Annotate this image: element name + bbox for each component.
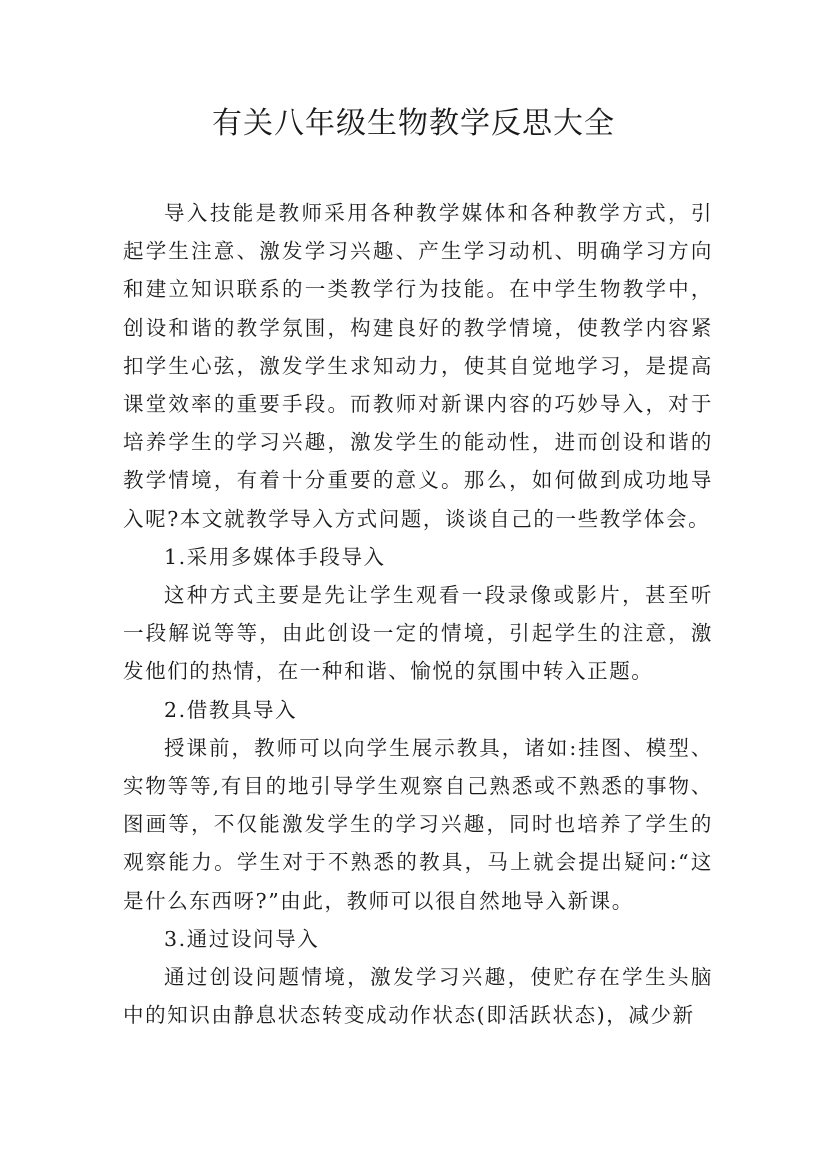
document-title: 有关八年级生物教学反思大全 [212, 106, 615, 141]
section-heading-1: 1.采用多媒体手段导入 [164, 544, 386, 569]
section-paragraph-1: 这种方式主要是先让学生观看一段录像或影片，甚至听一段解说等等，由此创设一定的情境，引起学生的注意，激发他们的热情，在一种和谐、愉悦的氛围中转入正题。 [123, 583, 713, 684]
document-body [123, 194, 713, 1034]
section-paragraph-3: 通过创设问题情境，激发学习兴趣，使贮存在学生头脑中的知识由静息状态转变成动作状态(即活跃状态)，减少新 [123, 965, 713, 1028]
section-heading-3: 3.通过设问导入 [164, 926, 320, 951]
section-heading-2: 2.借教具导入 [164, 697, 298, 722]
intro-paragraph: 导入技能是教师采用各种教学媒体和各种教学方式，引起学生注意、激发学习兴趣、产生学习动机、明确学习方向和建立知识联系的一类教学行为技能。在中学生物教学中，创设和谐的教学氛围，构建良好的教学情境，使教学内容紧扣学生心弦，激发学生求知动力，使其自觉地学习，是提高课堂效率的重要手段。而教师对新课内容的巧妙导入，对于培养学生的学习兴趣，激发学生的能动性，进而创设和谐的教学情境，有着十分重要的意义。那么，如何做到成功地导入呢?本文就教学导入方式问题，谈谈自己的一些教学体会。 [123, 201, 713, 531]
section-paragraph-2: 授课前，教师可以向学生展示教具，诸如:挂图、模型、实物等等,有目的地引导学生观察自己熟悉或不熟悉的事物、图画等，不仅能激发学生的学习兴趣，同时也培养了学生的观察能力。学生对于不熟悉的教具，马上就会提出疑问:“这是什么东西呀?”由此，教师可以很自然地导入新课。 [123, 735, 713, 913]
